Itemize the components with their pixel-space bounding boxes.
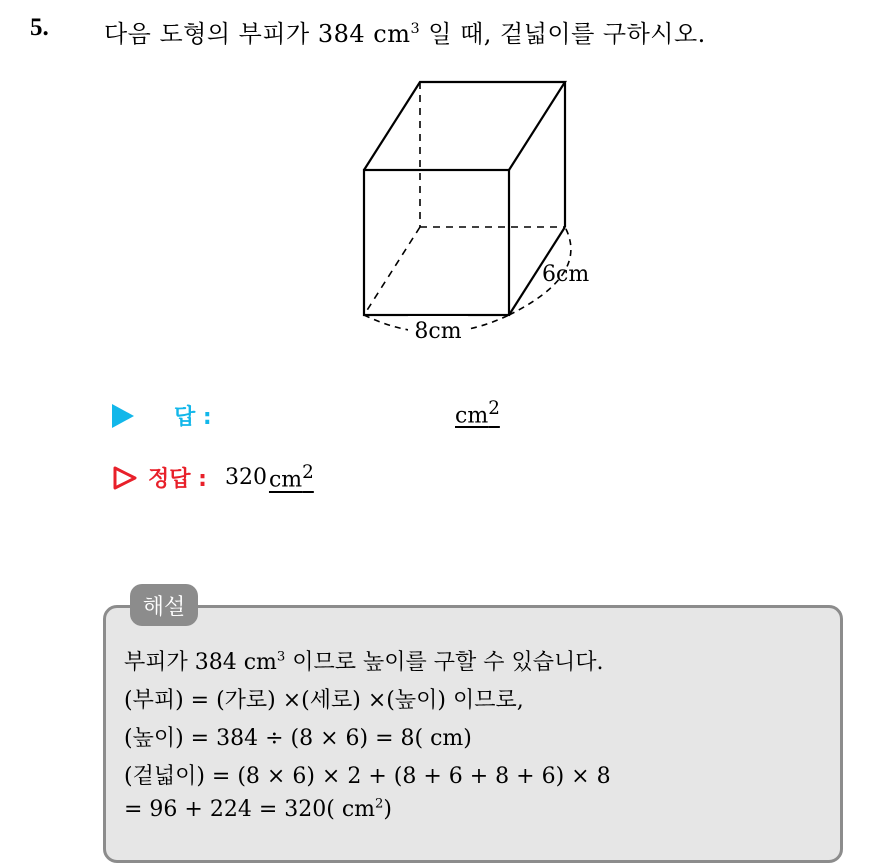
solution-line-4: (겉넓이) = (8 × 6) × 2 + (8 + 6 + 8 + 6) × 8 xyxy=(124,764,611,789)
solution-line-1-part: 이므로 높이를 구할 수 있습니다. xyxy=(285,650,604,675)
top-face xyxy=(364,82,565,170)
correct-answer-label: 정답 : xyxy=(148,467,207,492)
question-text-part: 다음 도형의 부피가 384 cm xyxy=(104,20,411,48)
answer-unit-base: cm xyxy=(455,403,489,429)
correct-answer-value: 320 xyxy=(224,465,267,490)
correct-answer-unit xyxy=(269,462,314,492)
correct-answer-unit-exponent: 2 xyxy=(302,462,314,484)
play-triangle-icon xyxy=(112,404,134,428)
depth-label: 6cm xyxy=(542,262,590,287)
width-label: 8cm xyxy=(414,319,462,344)
outline-triangle-icon xyxy=(112,465,138,491)
answer-unit-exponent: 2 xyxy=(488,398,500,419)
solution-line-3: (높이) = 384 ÷ (8 × 6) = 8( cm) xyxy=(124,726,472,751)
solution-line-1-exponent: 3 xyxy=(276,649,286,665)
correct-answer-row xyxy=(112,462,314,493)
solution-line-2: (부피) = (가로) ×(세로) ×(높이) 이므로, xyxy=(124,688,524,713)
question-text xyxy=(104,14,706,49)
solution-line-1 xyxy=(124,645,604,676)
solution-line-5 xyxy=(124,797,392,822)
front-face xyxy=(364,170,509,315)
solution-line-5-part: = 96 + 224 = 320( cm xyxy=(124,797,376,822)
solution-line-5-part: ) xyxy=(383,797,392,822)
question-text-part: 일 때, 겉넓이를 구하시오. xyxy=(420,20,706,48)
solution-line-1-part: 부피가 384 cm xyxy=(124,650,277,675)
cuboid-figure xyxy=(350,70,620,360)
answer-unit xyxy=(455,398,500,428)
answer-unit-text xyxy=(455,398,500,428)
correct-answer-unit-base: cm xyxy=(268,467,303,493)
question-text-exponent: 3 xyxy=(410,21,421,37)
answer-label: 답 : xyxy=(174,405,212,430)
solution-tag: 해설 xyxy=(130,584,198,626)
hidden-depth-edge xyxy=(364,227,420,315)
cuboid-diagram xyxy=(350,70,620,360)
solution-line-5-exponent: 2 xyxy=(375,796,384,812)
answer-row xyxy=(112,400,212,431)
question-number: 5. xyxy=(30,14,49,41)
